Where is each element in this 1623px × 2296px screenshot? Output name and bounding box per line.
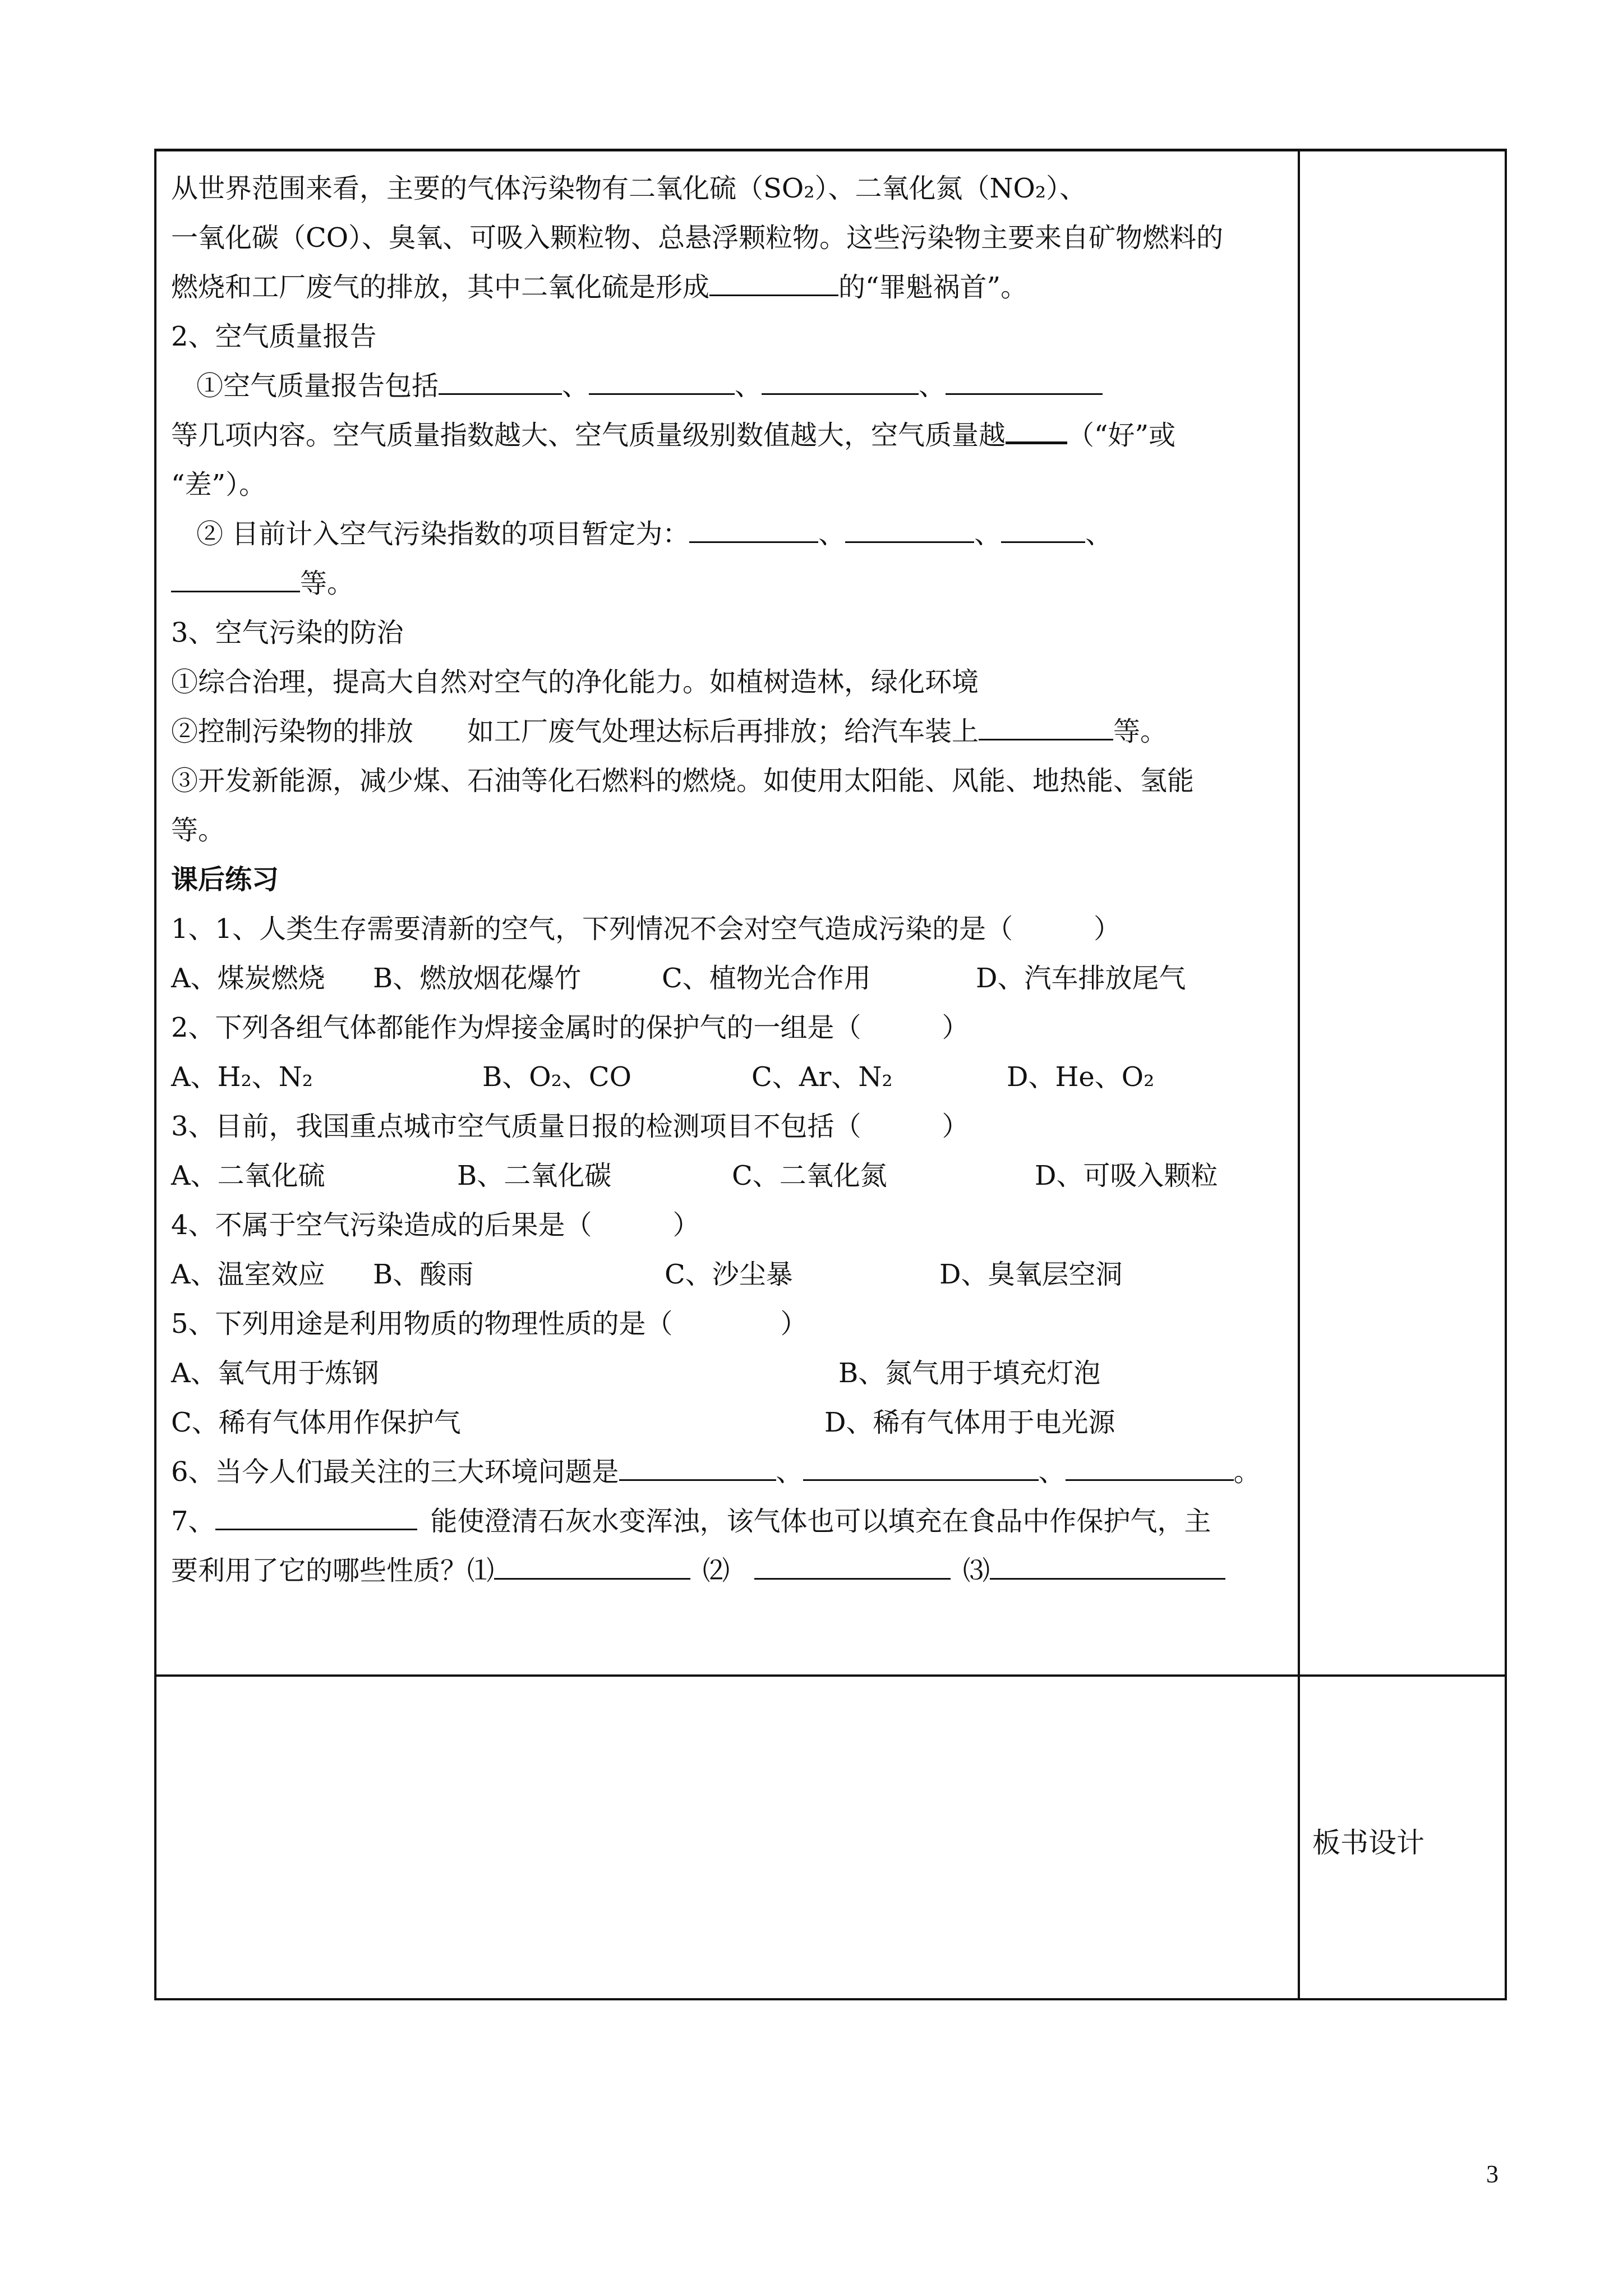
report-blank-4	[946, 364, 1103, 395]
prevention-item-3	[171, 756, 1284, 806]
q6-blank-1	[619, 1450, 776, 1481]
report-line-1	[171, 361, 1284, 411]
report-line-3	[171, 460, 1284, 509]
question-5-text: 5、下列用途是利用物质的物理性质的是（ ）	[171, 1308, 808, 1340]
prevention-text-3a: ③开发新能源，减少煤、石油等化石燃料的燃烧。如使用太阳能、风能、地热能、氢能	[171, 765, 1195, 797]
prevention-text-2b: 等。	[1113, 716, 1168, 747]
board-design-label: 板书设计	[1312, 1826, 1424, 1859]
report-line-2	[171, 411, 1284, 460]
q1-option-b: B、燃放烟花爆竹	[373, 963, 582, 994]
report-text-2b: 等。	[300, 568, 354, 599]
question-3	[171, 1102, 1284, 1151]
q1-option-a: A、煤炭燃烧	[171, 963, 325, 994]
intro-line-3	[171, 263, 1284, 312]
intro-text-1: 从世界范围来看，主要的气体污染物有二氧化硫（SO₂）、二氧化氮（NO₂）、	[171, 173, 1087, 204]
question-7	[171, 1497, 1284, 1546]
q3-option-b: B、二氧化碳	[457, 1160, 612, 1191]
report-line-5	[171, 559, 1284, 608]
q6-sep-1: 、	[776, 1456, 803, 1488]
q4-option-a: A、温室效应	[171, 1259, 325, 1290]
report-heading	[171, 312, 1284, 361]
q2-option-d: D、He、O₂	[1007, 1061, 1155, 1093]
q3-option-d: D、可吸入颗粒	[1035, 1160, 1218, 1191]
question-7-text-2: 要利用了它的哪些性质？⑴	[171, 1555, 495, 1586]
question-5-options-2	[171, 1398, 1284, 1447]
intro-line-2	[171, 213, 1284, 263]
q7-blank-3	[990, 1549, 1225, 1580]
main-content	[171, 164, 1284, 1595]
index-sep-2: 、	[974, 518, 1002, 550]
report-sep-1: 、	[562, 370, 589, 402]
acid-rain-blank	[709, 265, 838, 296]
prevention-item-3-cont	[171, 806, 1284, 855]
question-2	[171, 1003, 1284, 1052]
question-3-options	[171, 1151, 1284, 1200]
q7-label-2: ⑵	[703, 1555, 730, 1586]
question-7-text: 能使澄清石灰水变浑浊，该气体也可以填充在食品中作保护气，主	[430, 1506, 1211, 1537]
prevention-item-1	[171, 657, 1284, 707]
intro-text-3b: 的“罪魁祸首”。	[838, 272, 1028, 303]
intro-line-1	[171, 164, 1284, 213]
q2-option-b: B、O₂、CO	[482, 1061, 631, 1093]
table-row-divider	[154, 1674, 1507, 1677]
q7-label-3: ⑶	[963, 1555, 990, 1586]
index-blank-4	[171, 562, 300, 592]
report-blank-2	[589, 364, 735, 395]
question-4	[171, 1200, 1284, 1250]
q5-option-d: D、稀有气体用于电光源	[824, 1407, 1115, 1438]
q1-option-d: D、汽车排放尾气	[976, 963, 1186, 994]
question-1-text: 1、1、人类生存需要清新的空气，下列情况不会对空气造成污染的是（ ）	[171, 913, 1121, 945]
report-sep-2: 、	[735, 370, 762, 402]
intro-text-2: 一氧化碳（CO）、臭氧、可吸入颗粒物、总悬浮颗粒物。这些污染物主要来自矿物燃料的	[171, 222, 1224, 254]
question-5	[171, 1299, 1284, 1349]
quality-blank	[1006, 412, 1067, 444]
question-7-number: 7、	[171, 1506, 215, 1537]
exercise-heading	[171, 855, 1284, 904]
q6-end: 。	[1233, 1456, 1261, 1488]
intro-text-3a: 燃烧和工厂废气的排放，其中二氧化硫是形成	[171, 272, 710, 303]
q2-option-a: A、H₂、N₂	[171, 1061, 313, 1093]
question-3-text: 3、目前，我国重点城市空气质量日报的检测项目不包括（ ）	[171, 1111, 969, 1142]
question-4-options	[171, 1250, 1284, 1299]
q2-option-c: C、Ar、N₂	[751, 1061, 893, 1093]
table-left-border	[154, 149, 156, 2000]
exercise-heading-text: 课后练习	[171, 864, 279, 895]
q6-blank-3	[1066, 1450, 1234, 1481]
question-7-cont	[171, 1546, 1284, 1595]
q3-option-c: C、二氧化氮	[732, 1160, 887, 1191]
q4-option-b: B、酸雨	[373, 1259, 474, 1290]
prevention-heading	[171, 608, 1284, 657]
report-text-1c: （“好”或	[1067, 420, 1176, 451]
table-middle-border	[1298, 149, 1300, 2000]
question-6-text: 6、当今人们最关注的三大环境问题是	[171, 1456, 619, 1488]
report-sep-3: 、	[919, 370, 946, 402]
index-sep-3: 、	[1085, 518, 1113, 550]
prevention-heading-text: 3、空气污染的防治	[171, 617, 404, 648]
index-blank-2	[845, 512, 974, 543]
index-blank-3	[1001, 512, 1085, 543]
report-text-1d: “差”）。	[171, 469, 266, 500]
car-device-blank	[979, 710, 1113, 740]
question-1	[171, 904, 1284, 954]
report-line-4	[171, 509, 1284, 559]
question-1-options	[171, 954, 1284, 1003]
prevention-text-1: ①综合治理，提高大自然对空气的净化能力。如植树造林，绿化环境	[171, 666, 979, 698]
question-2-text: 2、下列各组气体都能作为焊接金属时的保护气的一组是（ ）	[171, 1012, 969, 1043]
question-2-options	[171, 1052, 1284, 1102]
q5-option-b: B、氮气用于填充灯泡	[838, 1358, 1101, 1389]
question-6	[171, 1447, 1284, 1497]
q7-blank-1	[494, 1549, 690, 1580]
table-right-border	[1505, 149, 1507, 2000]
table-top-border	[154, 149, 1506, 151]
prevention-item-2	[171, 707, 1284, 756]
q6-sep-2: 、	[1038, 1456, 1066, 1488]
table-bottom-border	[154, 1998, 1507, 2000]
report-text-1a: ①空气质量报告包括	[196, 370, 439, 402]
q4-option-d: D、臭氧层空洞	[939, 1259, 1123, 1290]
page-number: 3	[1486, 2160, 1498, 2188]
q7-gas-blank	[215, 1499, 417, 1530]
q4-option-c: C、沙尘暴	[665, 1259, 793, 1290]
q6-blank-2	[803, 1450, 1039, 1481]
report-heading-text: 2、空气质量报告	[171, 321, 377, 352]
index-blank-1	[689, 512, 818, 543]
report-text-1b: 等几项内容。空气质量指数越大、空气质量级别数值越大，空气质量越	[171, 420, 1006, 451]
report-blank-1	[439, 364, 562, 395]
q3-option-a: A、二氧化硫	[171, 1160, 325, 1191]
q7-blank-2	[754, 1549, 951, 1580]
report-blank-3	[762, 364, 919, 395]
question-5-options-1	[171, 1349, 1284, 1398]
question-4-text: 4、不属于空气污染造成的后果是（ ）	[171, 1209, 700, 1241]
q5-option-c: C、稀有气体用作保护气	[171, 1407, 461, 1438]
report-text-2a: ② 目前计入空气污染指数的项目暂定为：	[196, 518, 690, 550]
prevention-text-2a: ②控制污染物的排放 如工厂废气处理达标后再排放；给汽车装上	[171, 716, 979, 747]
q5-option-a: A、氧气用于炼钢	[171, 1358, 379, 1389]
q1-option-c: C、植物光合作用	[662, 963, 871, 994]
prevention-text-3b: 等。	[171, 815, 225, 846]
index-sep-1: 、	[818, 518, 846, 550]
